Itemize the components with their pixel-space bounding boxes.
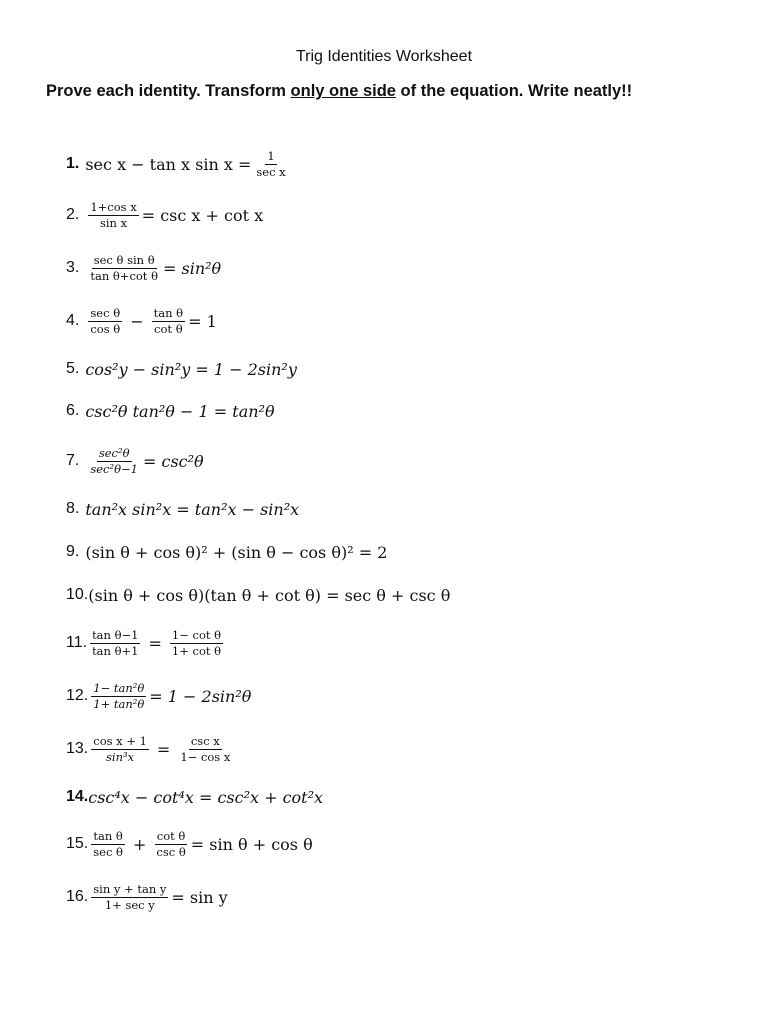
problem-expression: cos²y − sin²y = 1 − 2sin²y (85, 359, 297, 379)
problem-number: 1. (66, 155, 80, 172)
problem-number: 13. (66, 740, 89, 757)
problem-6 (66, 389, 275, 433)
numerator: sec²θ (98, 445, 130, 460)
fraction (178, 734, 232, 765)
fraction (88, 253, 160, 284)
denominator: csc θ (156, 844, 186, 859)
problem-5 (66, 347, 297, 391)
problem-10 (66, 573, 450, 617)
numerator: tan θ (153, 305, 184, 320)
numerator: sec θ (90, 305, 121, 320)
problem-expression: (sin θ + cos θ)(tan θ + cot θ) = sec θ + csc θ (88, 585, 451, 605)
problem-number: 12. (66, 687, 89, 704)
problem-number: 11. (66, 634, 88, 651)
numerator: 1− tan²θ (93, 680, 145, 695)
numerator: sec θ sin θ (93, 252, 155, 267)
worksheet-title: Trig Identities Worksheet (295, 48, 473, 65)
problem-16 (66, 875, 228, 919)
problem-9 (66, 530, 387, 574)
problem-14 (66, 775, 323, 819)
problem-number: 3. (66, 259, 80, 276)
fraction (152, 306, 185, 337)
numerator: tan θ (93, 828, 123, 843)
numerator: 1+cos x (90, 199, 137, 214)
problem-expression: = sin y (171, 887, 228, 907)
problem-expression: = sin θ + cos θ (190, 834, 313, 854)
problem-expression: = sin²θ (163, 258, 222, 278)
numerator: 1− cot θ (171, 627, 222, 642)
denominator: tan θ+1 (92, 643, 139, 658)
denominator: sec x (256, 164, 286, 179)
denominator: 1+ tan²θ (93, 696, 145, 711)
equals-sign: = (156, 739, 171, 759)
equals-sign: = (148, 633, 162, 653)
problem-expression: = csc²θ (142, 451, 204, 471)
problem-number: 6. (66, 402, 80, 419)
fraction (88, 446, 140, 477)
instructions-part-1: Prove each identity. Transform (46, 82, 291, 100)
problem-number: 4. (66, 312, 80, 329)
problem-expression: csc⁴x − cot⁴x = csc²x + cot²x (88, 787, 324, 807)
fraction (88, 306, 122, 337)
denominator: 1− cos x (180, 749, 231, 764)
denominator: sec²θ−1 (90, 461, 138, 476)
problem-number: 5. (66, 360, 80, 377)
denominator: cos θ (90, 321, 121, 336)
problem-expression: = 1 (188, 311, 217, 331)
numerator: 1 (267, 148, 275, 163)
denominator: cot θ (154, 321, 183, 336)
problem-3 (66, 246, 221, 290)
problem-13 (66, 727, 235, 771)
problem-11 (66, 621, 226, 665)
denominator: 1+ cot θ (171, 643, 222, 658)
problem-expression: sec x − tan x sin x = (85, 154, 252, 174)
fraction (91, 734, 149, 765)
fraction (154, 829, 187, 860)
problem-2 (66, 193, 263, 237)
numerator: cos x + 1 (93, 733, 147, 748)
fraction (90, 628, 140, 659)
fraction (170, 628, 223, 659)
problem-number: 8. (66, 500, 80, 517)
plus-sign: + (132, 834, 147, 854)
denominator: sin³x (106, 749, 135, 764)
instructions (46, 82, 746, 101)
instructions-underlined: only one side (290, 82, 396, 100)
problem-number: 15. (66, 835, 89, 852)
numerator: cot θ (156, 828, 186, 843)
fraction (91, 829, 125, 860)
problem-number: 7. (66, 452, 80, 469)
denominator: sin x (99, 215, 128, 230)
problem-4 (66, 299, 217, 343)
numerator: tan θ−1 (92, 627, 139, 642)
fraction (91, 681, 146, 712)
instructions-part-2: of the equation. Write neatly!! (395, 82, 633, 100)
problem-number: 14. (66, 788, 89, 805)
numerator: sin y + tan y (93, 881, 167, 896)
problem-expression: csc²θ tan²θ − 1 = tan²θ (85, 401, 275, 421)
denominator: tan θ+cot θ (90, 268, 159, 283)
fraction (254, 149, 287, 180)
problem-expression: = csc x + cot x (141, 205, 264, 225)
denominator: 1+ sec y (104, 897, 155, 912)
fraction (88, 200, 138, 231)
problem-8 (66, 487, 299, 531)
problem-1 (66, 142, 291, 186)
problem-expression: tan²x sin²x = tan²x − sin²x (85, 499, 300, 519)
problem-number: 10. (66, 586, 89, 603)
problem-expression: = 1 − 2sin²θ (149, 686, 252, 706)
problem-number: 9. (66, 543, 80, 560)
minus-sign: − (130, 311, 144, 331)
fraction (91, 882, 168, 913)
problem-7 (66, 439, 204, 483)
problem-number: 2. (66, 206, 80, 223)
denominator: sec θ (93, 844, 123, 859)
numerator: csc x (190, 733, 220, 748)
problem-12 (66, 674, 251, 718)
problem-expression: (sin θ + cos θ)² + (sin θ − cos θ)² = 2 (85, 542, 388, 562)
problem-number: 16. (66, 888, 89, 905)
problem-15 (66, 822, 313, 866)
